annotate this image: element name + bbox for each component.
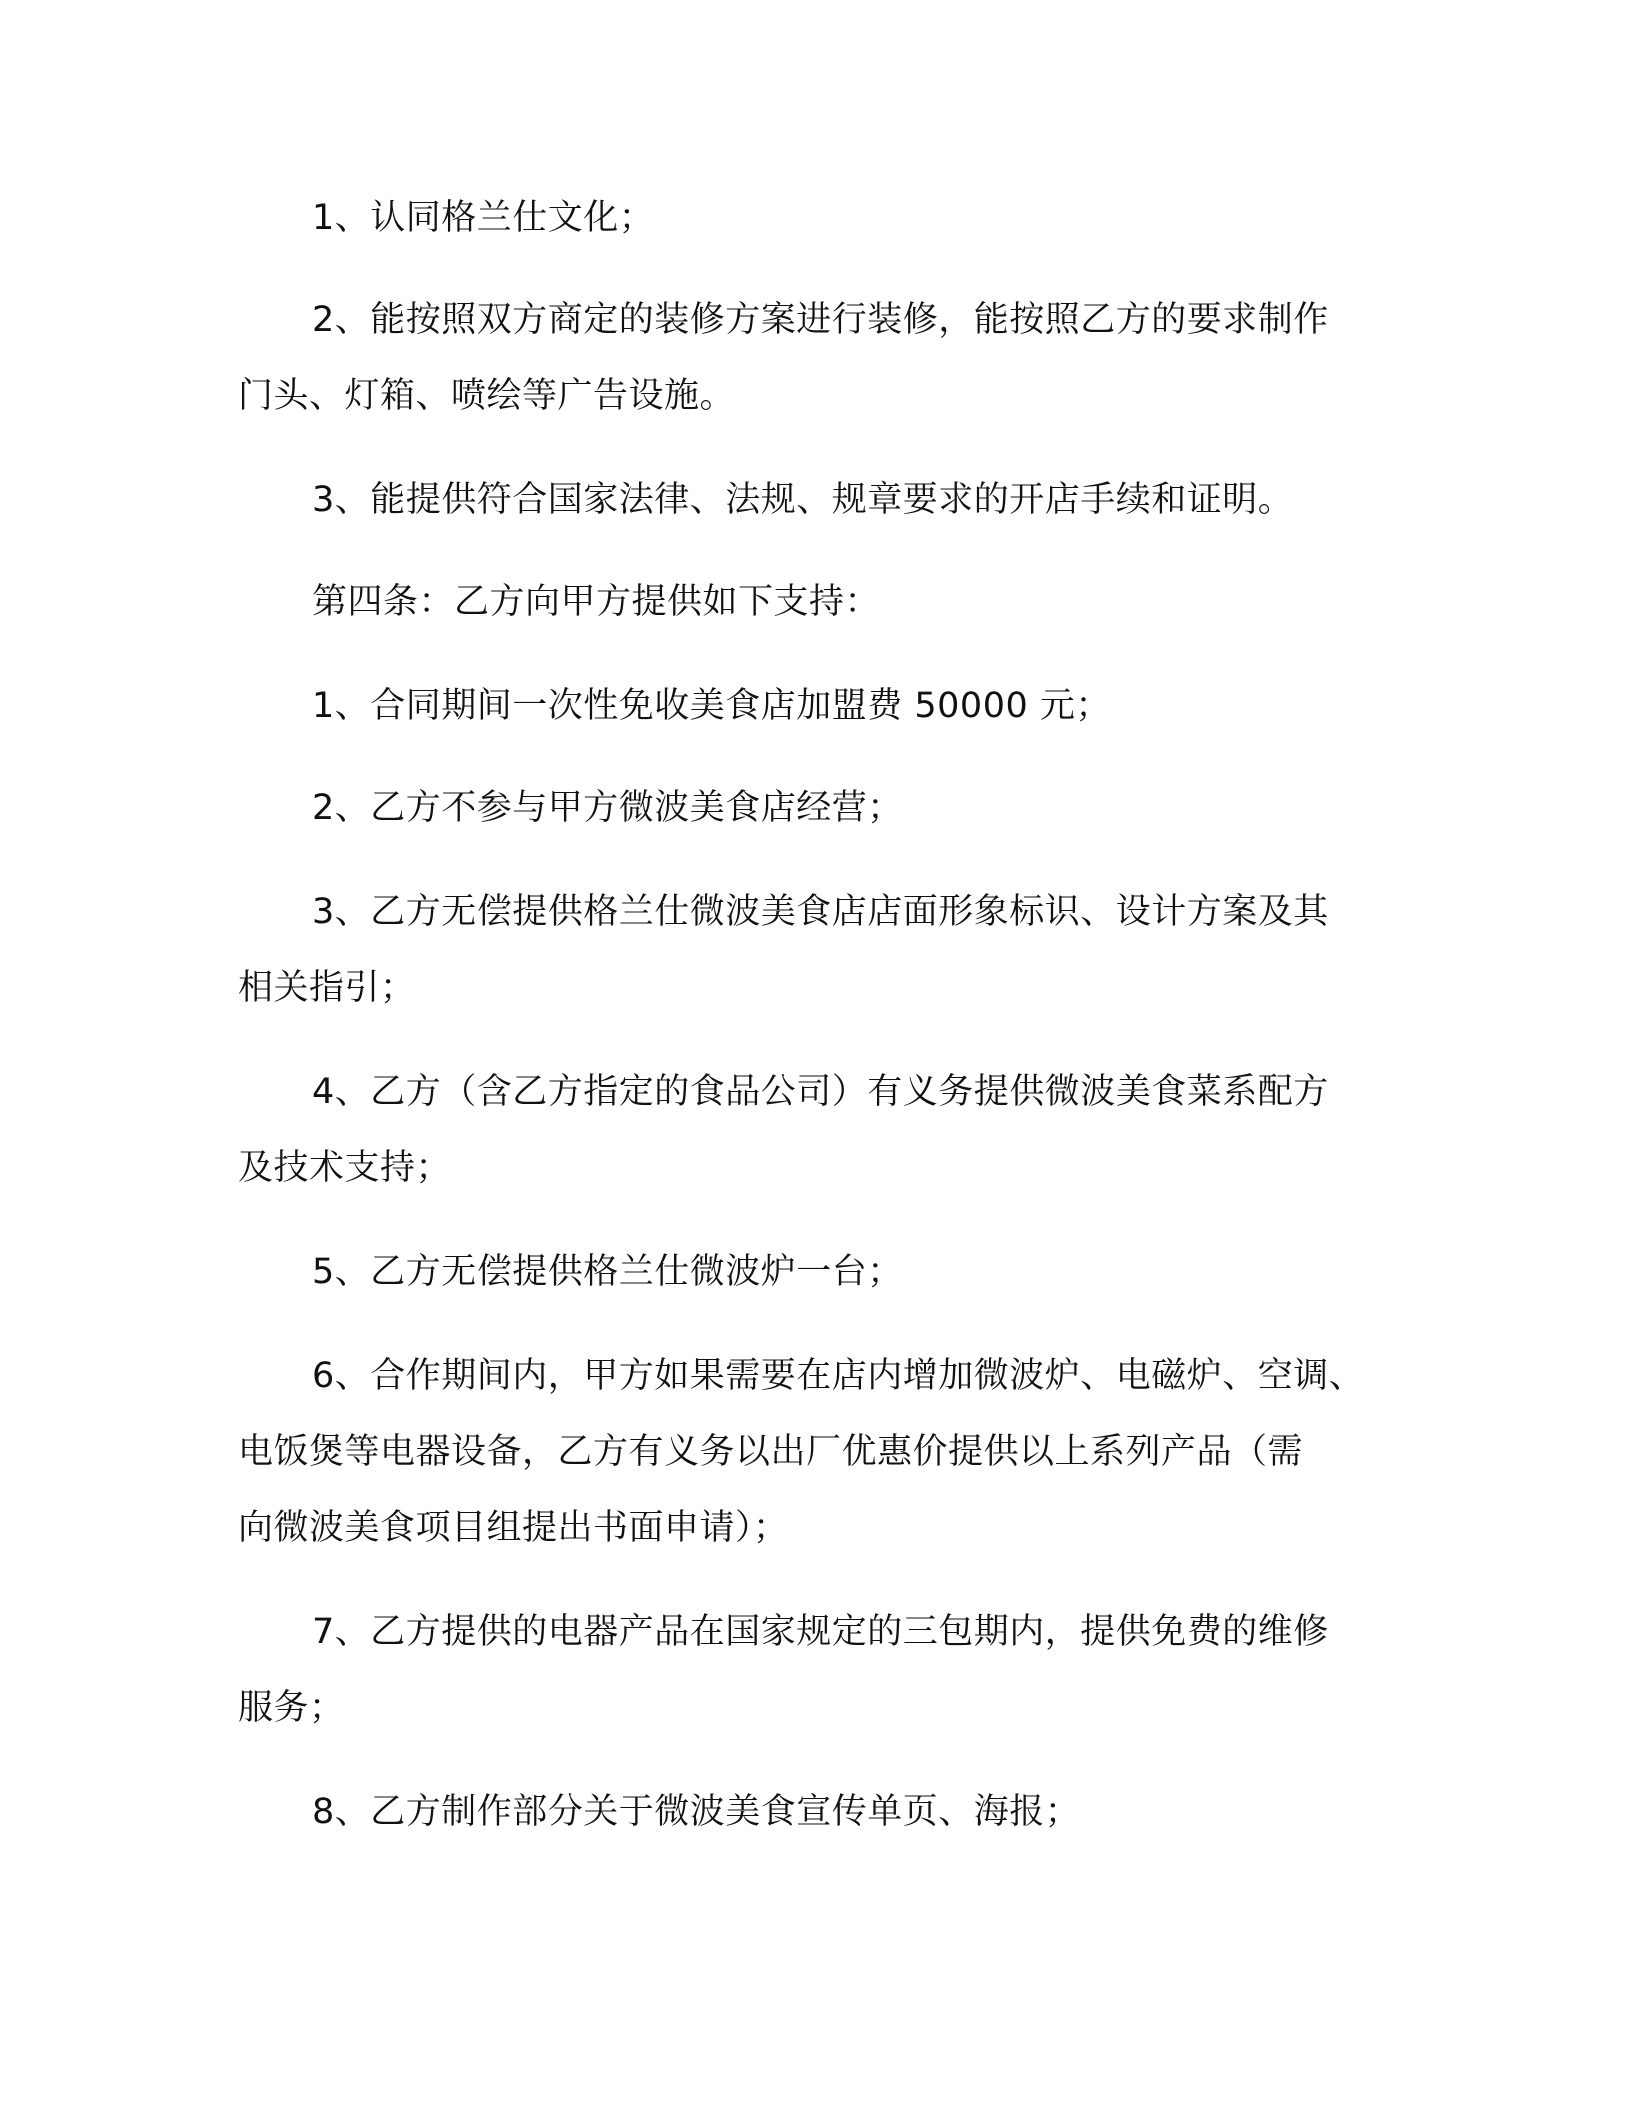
clause-4-item-5: 5、乙方无偿提供格兰仕微波炉一台； [312,1252,903,1292]
clause-3-item-1: 1、认同格兰仕文化； [312,198,655,238]
clause-3-item-2-line-2: 门头、灯箱、喷绘等广告设施。 [238,376,736,416]
clause-4-item-8: 8、乙方制作部分关于微波美食宣传单页、海报； [312,1792,1081,1832]
clause-4-item-6-line-1: 6、合作期间内，甲方如果需要在店内增加微波炉、电磁炉、空调、 [312,1356,1365,1396]
clause-4-item-4-line-2: 及技术支持； [238,1148,452,1188]
clause-4-item-2: 2、乙方不参与甲方微波美食店经营； [312,788,903,828]
clause-4-item-1: 1、合同期间一次性免收美食店加盟费 50000 元； [312,686,1111,726]
clause-3-item-2-line-1: 2、能按照双方商定的装修方案进行装修，能按照乙方的要求制作 [312,300,1329,340]
clause-4-item-3-line-1: 3、乙方无偿提供格兰仕微波美食店店面形象标识、设计方案及其 [312,892,1329,932]
clause-4-heading: 第四条：乙方向甲方提供如下支持： [312,582,881,622]
clause-3-item-3: 3、能提供符合国家法律、法规、规章要求的开店手续和证明。 [312,480,1294,520]
clause-4-item-3-line-2: 相关指引； [238,968,416,1008]
clause-4-item-7-line-1: 7、乙方提供的电器产品在国家规定的三包期内，提供免费的维修 [312,1612,1329,1652]
clause-4-item-7-line-2: 服务； [238,1688,345,1728]
clause-4-item-6-line-3: 向微波美食项目组提出书面申请）； [238,1508,789,1548]
clause-4-item-4-line-1: 4、乙方（含乙方指定的食品公司）有义务提供微波美食菜系配方 [312,1072,1329,1112]
clause-4-item-6-line-2: 电饭煲等电器设备，乙方有义务以出厂优惠价提供以上系列产品（需 [238,1432,1304,1472]
